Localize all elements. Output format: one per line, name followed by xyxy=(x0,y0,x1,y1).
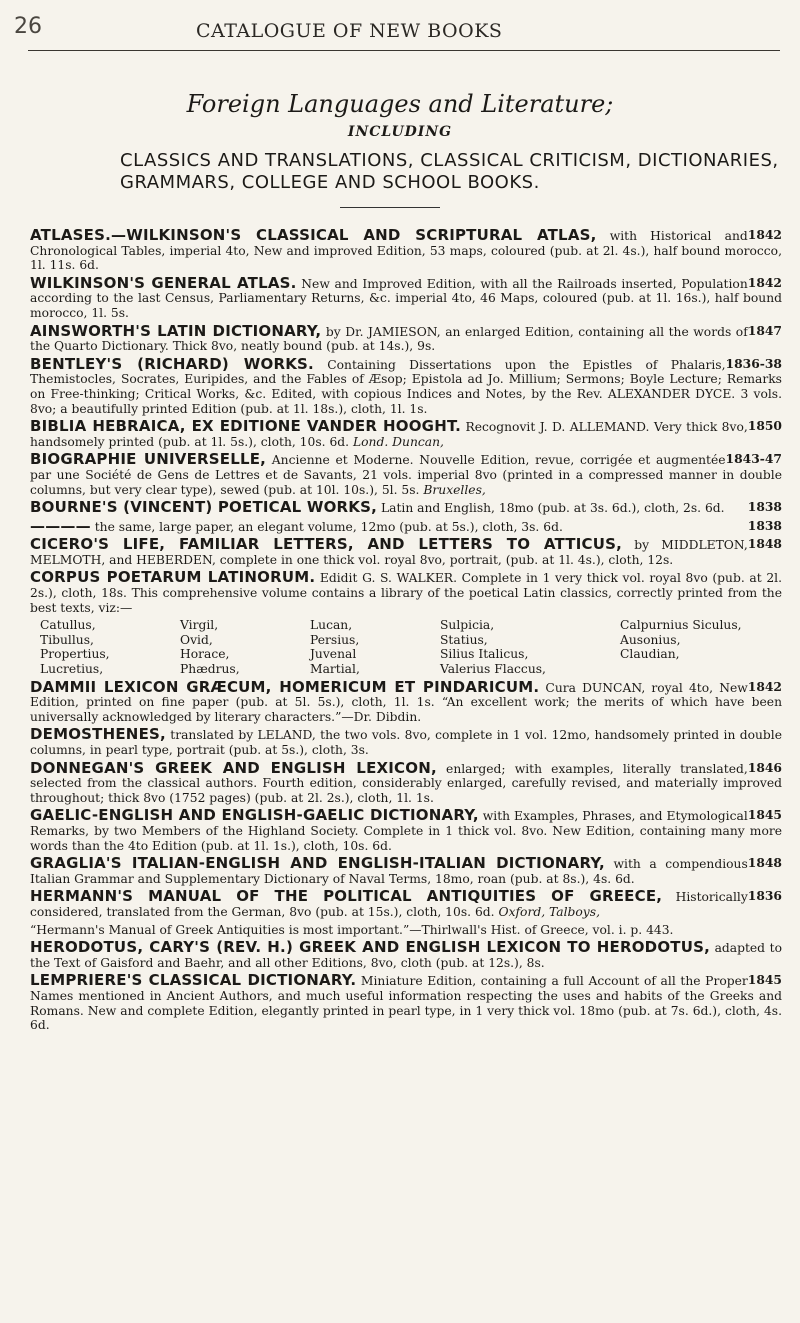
catalogue-entry xyxy=(30,923,782,938)
author-name: Claudian, xyxy=(620,647,680,662)
entry-heading: GRAGLIA'S ITALIAN-ENGLISH AND ENGLISH-ITALIAN DICTIONARY, xyxy=(30,854,605,873)
entry-year: 1836 xyxy=(747,888,782,904)
entry-heading: ATLASES.—WILKINSON'S CLASSICAL AND SCRIPTURAL ATLAS, xyxy=(30,226,597,244)
catalogue-entry xyxy=(30,419,782,449)
section-including: INCLUDING xyxy=(347,124,453,140)
author-name: Valerius Flaccus, xyxy=(440,662,546,677)
entry-body: by MIDDLETON, MELMOTH, and HEBERDEN, complete in one thick vol. royal 8vo, portrait, (pub. at 1l. 4s.), cloth, 12s. xyxy=(30,538,748,567)
entry-year: 1850 xyxy=(747,418,782,434)
entry-heading: DEMOSTHENES, xyxy=(30,725,166,744)
catalogue-entry xyxy=(30,808,782,853)
entry-body: by Dr. JAMIESON, an enlarged Edition, containing all the words of the Quarto Dictionary. Thick 8vo, neatly bound (pub. at 14s.), 9s. xyxy=(30,324,748,354)
catalogue-entry xyxy=(30,354,782,416)
entry-year: 1845 xyxy=(747,972,782,988)
author-name: Tibullus, xyxy=(40,632,94,647)
catalogue-entry xyxy=(30,973,782,1032)
entry-heading: WILKINSON'S GENERAL ATLAS. xyxy=(30,273,297,292)
entry-body: Edidit G. S. WALKER. Complete in 1 very thick vol. royal 8vo (pub. at 2l. 2s.), cloth, 18s. This comprehensive volume contains a library of the poetical Latin classics, correctly printed from the best texts, viz:— xyxy=(30,571,782,615)
entry-year: 1845 xyxy=(747,807,782,823)
section-divider xyxy=(340,207,440,208)
entry-body: Recognovit J. D. ALLEMAND. Very thick 8vo, handsomely printed (pub. at 1l. 5s.), cloth, 10s. 6d. xyxy=(30,420,748,449)
catalogue-entry xyxy=(30,228,782,273)
entry-year: 1836-38 xyxy=(725,355,782,371)
section-subheading: CLASSICS AND TRANSLATIONS, CLASSICAL CRITICISM, DICTIONARIES, GRAMMARS, COLLEGE AND SCHOOL BOOKS. xyxy=(120,150,779,193)
author-name: Ovid, xyxy=(180,632,213,647)
running-title: CATALOGUE OF NEW BOOKS xyxy=(196,20,503,42)
entry-body: New and Improved Edition, with all the Railroads inserted, Population according to the last Census, Parliamentary Returns, &c. imperial 4to, 46 Maps, coloured (pub. at 1l. 16s.), half bound morocco, 1l. 5s. xyxy=(30,276,782,320)
author-name: Calpurnius Siculus, xyxy=(620,618,742,633)
entry-year: 1847 xyxy=(747,322,782,338)
entry-heading: CORPUS POETARUM LATINORUM. xyxy=(30,568,316,587)
author-name: Catullus, xyxy=(40,618,96,633)
author-name: Juvenal xyxy=(310,647,357,662)
author-name: Martial, xyxy=(310,662,360,677)
page-number: 26 xyxy=(14,14,42,39)
author-name: Sulpicia, xyxy=(440,618,495,633)
author-name: Virgil, xyxy=(180,618,219,633)
catalogue-entry xyxy=(30,321,782,354)
entry-heading: HERODOTUS, CARY'S (REV. H.) GREEK AND ENGLISH LEXICON TO HERODOTUS, xyxy=(30,938,710,957)
entry-body: with Examples, Phrases, and Etymological Remarks, by two Members of the Highland Society. Complete in 1 thick vol. 8vo. New Edition, containing many more words than the 4to Edition (pub. at 1l. 1s.), cloth, 10s. 6d. xyxy=(30,809,782,853)
entry-body: with a compendious Italian Grammar and Supplementary Dictionary of Naval Terms, 18mo, roan (pub. at 8s.), 4s. 6d. xyxy=(30,857,748,886)
catalogue-entry xyxy=(30,516,782,535)
entry-body: adapted to the Text of Gaisford and Baehr, and all other Editions, 8vo, cloth (pub. at 12s.), 8s. xyxy=(30,941,782,970)
catalogue-entry xyxy=(30,500,782,516)
entry-body: Cura DUNCAN, royal 4to, New Edition, printed on fine paper (pub. at 5l. 5s.), cloth, 1l. 1s. “An excellent work; the merits of which have been universally acknowledged by literary characters.”—Dr. Dibdin. xyxy=(30,680,782,724)
section-title: Foreign Languages and Literature; xyxy=(186,90,614,118)
entry-heading: ———— xyxy=(30,516,91,535)
entry-heading: BENTLEY'S (RICHARD) WORKS. xyxy=(30,354,314,373)
entry-group-2 xyxy=(30,677,782,1033)
entry-body: Historically considered, translated from the German, 8vo (pub. at 15s.), cloth, 10s. 6d. xyxy=(30,890,748,919)
entry-group-1 xyxy=(30,228,782,615)
author-name: Persius, xyxy=(310,632,360,647)
entry-imprint: Lond. Duncan, xyxy=(352,434,444,449)
entry-year: 1838 xyxy=(747,517,782,533)
entry-heading: GAELIC-ENGLISH AND ENGLISH-GAELIC DICTIONARY, xyxy=(30,806,479,825)
entry-heading: DONNEGAN'S GREEK AND ENGLISH LEXICON, xyxy=(30,758,437,777)
author-name: Statius, xyxy=(440,632,488,647)
catalogue-entry xyxy=(30,452,782,497)
entry-year: 1848 xyxy=(747,855,782,871)
entry-year: 1846 xyxy=(747,759,782,775)
author-name: Silius Italicus, xyxy=(440,647,529,662)
entry-heading: BOURNE'S (VINCENT) POETICAL WORKS, xyxy=(30,498,378,517)
author-name: Phædrus, xyxy=(180,662,240,677)
catalogue-entry xyxy=(30,537,782,567)
entry-heading: AINSWORTH'S LATIN DICTIONARY, xyxy=(30,321,322,340)
entry-imprint: Oxford, Talboys, xyxy=(498,904,600,919)
catalogue-entry xyxy=(30,856,782,886)
entry-heading: BIOGRAPHIE UNIVERSELLE, xyxy=(30,450,267,469)
author-name: Lucretius, xyxy=(40,662,104,677)
entry-heading: LEMPRIERE'S CLASSICAL DICTIONARY. xyxy=(30,971,357,990)
author-name: Ausonius, xyxy=(620,632,681,647)
entry-body: “Hermann's Manual of Greek Antiquities is most important.”—Thirlwall's Hist. of Greece, vol. i. p. 443. xyxy=(30,922,674,937)
catalogue-entry xyxy=(30,889,782,919)
catalogue-entry xyxy=(30,677,782,725)
entry-heading: BIBLIA HEBRAICA, EX EDITIONE VANDER HOOGHT. xyxy=(30,417,462,436)
entry-body: Miniature Edition, containing a full Account of all the Proper Names mentioned in Ancient Authors, and much useful information respecting the uses and habits of the Greeks and Romans. New and complete Edition, elegantly printed in pearl type, in 1 very thick vol. 18mo (pub. at 7s. 6d.), cloth, 4s. 6d. xyxy=(30,974,782,1033)
entry-heading: DAMMII LEXICON GRÆCUM, HOMERICUM ET PINDARICUM. xyxy=(30,677,540,696)
entry-body: translated by LELAND, the two vols. 8vo, complete in 1 vol. 12mo, handsomely printed in double columns, in pearl type, portrait (pub. at 5s.), cloth, 3s. xyxy=(30,728,782,757)
entry-year: 1842 xyxy=(747,274,782,290)
entry-body: Ancienne et Moderne. Nouvelle Edition, revue, corrigée et augmentée par une Société de Gens de Lettres et de Savants, 21 vols. imperial 8vo (printed in a compressed manner in double columns, but very clear type), sewed (pub. at 10l. 10s.), 5l. 5s. xyxy=(30,453,782,497)
entry-heading: HERMANN'S MANUAL OF THE POLITICAL ANTIQUITIES OF GREECE, xyxy=(30,887,663,906)
entry-body: enlarged; with examples, literally translated, selected from the classical authors. Fourth edition, considerably enlarged, carefully revised, and materially improved throughout; thick 8vo (1752 pages) (pub. at 2l. 2s.), cloth, 1l. 1s. xyxy=(30,761,782,805)
entry-year: 1842 xyxy=(747,227,782,242)
catalogue-entry xyxy=(30,273,782,321)
entry-year: 1842 xyxy=(747,678,782,694)
entry-year: 1848 xyxy=(747,536,782,552)
author-name: Horace, xyxy=(180,647,230,662)
author-name: Propertius, xyxy=(40,647,110,662)
entry-list xyxy=(30,228,782,1036)
entry-heading: CICERO'S LIFE, FAMILIAR LETTERS, AND LETTERS TO ATTICUS, xyxy=(30,535,623,554)
catalogue-entry xyxy=(30,940,782,970)
entry-body: Latin and English, 18mo (pub. at 3s. 6d.), cloth, 2s. 6d. xyxy=(380,501,725,516)
entry-body: Containing Dissertations upon the Epistles of Phalaris, Themistocles, Socrates, Euripides, and the Fables of Æsop; Epistola ad Jo. Millium; Sermons; Boyle Lecture; Remarks on Free-thinking; Critical Works, &c. Edited, with copious Indices and Notes, by the Rev. ALEXANDER DYCE. 3 vols. 8vo; a beautifully printed Edition (pub. at 1l. 18s.), cloth, 1l. 1s. xyxy=(30,357,782,416)
entry-year: 1843-47 xyxy=(725,451,782,467)
author-name: Lucan, xyxy=(310,618,353,633)
catalogue-entry xyxy=(30,570,782,615)
entry-year: 1838 xyxy=(747,499,782,515)
author-name xyxy=(620,662,780,677)
entry-imprint: Bruxelles, xyxy=(423,482,486,497)
author-grid xyxy=(40,618,782,676)
catalogue-entry xyxy=(30,727,782,757)
entry-body: with Historical and Chronological Tables, imperial 4to, New and improved Edition, 53 maps, coloured (pub. at 2l. 4s.), half bound morocco, 1l. 11s. 6d. xyxy=(30,229,782,273)
header-rule xyxy=(28,50,780,51)
catalogue-entry xyxy=(30,758,782,806)
entry-body: the same, large paper, an elegant volume, 12mo (pub. at 5s.), cloth, 3s. 6d. xyxy=(94,519,563,534)
